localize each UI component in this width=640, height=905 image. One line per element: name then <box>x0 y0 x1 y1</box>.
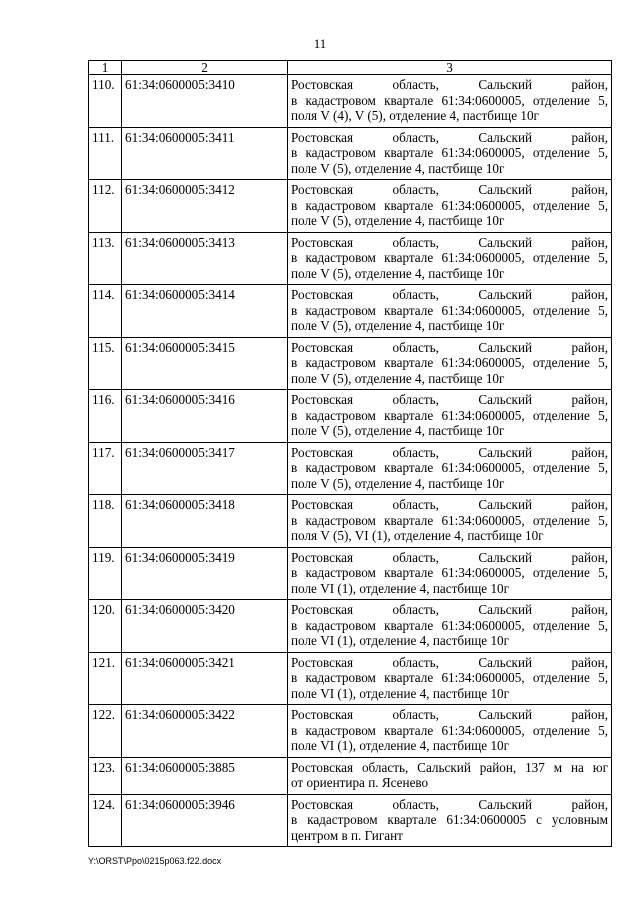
table-row <box>89 180 612 233</box>
address-cell <box>288 705 612 758</box>
address-cell <box>288 600 612 653</box>
table-row <box>89 547 612 600</box>
address-line: в кадастровом квартале 61:34:0600005, отделение 5, <box>291 460 608 475</box>
cadastral-number: 61:34:0600005:3885 <box>122 757 288 794</box>
row-number: 119. <box>89 547 122 600</box>
row-number: 122. <box>89 705 122 758</box>
address-line: поле VI (1), отделение 4, пастбище 10г <box>291 738 510 753</box>
cadastral-number: 61:34:0600005:3411 <box>122 127 288 180</box>
address-line: поле V (5), отделение 4, пастбище 10г <box>291 423 505 438</box>
address-line: Ростовская область, Сальский район, <box>291 602 608 617</box>
address-line: Ростовская область, Сальский район, <box>291 339 608 355</box>
row-number: 117. <box>89 442 122 495</box>
cadastral-number: 61:34:0600005:3410 <box>122 75 288 128</box>
address-line: Ростовская область, Сальский район, <box>291 77 608 92</box>
table-row <box>89 705 612 758</box>
column-header-1: 1 <box>89 61 122 75</box>
address-line: Ростовская область, Сальский район, <box>291 287 608 302</box>
table-body <box>89 75 612 847</box>
file-path-footer: Y:\ORST\Ppo\0215p063.f22.docx <box>88 856 222 866</box>
address-line: Ростовская область, Сальский район, <box>291 796 608 812</box>
address-cell <box>288 127 612 180</box>
cadastral-table <box>88 60 612 847</box>
cadastral-number: 61:34:0600005:3420 <box>122 600 288 653</box>
address-line: в кадастровом квартале 61:34:0600005, отделение 5, <box>291 670 608 685</box>
address-line: Ростовская область, Сальский район, <box>291 654 608 670</box>
address-line: в кадастровом квартале 61:34:0600005, отделение 5, <box>291 145 608 160</box>
address-cell <box>288 285 612 338</box>
address-cell <box>288 232 612 285</box>
row-number: 110. <box>89 75 122 128</box>
table-row <box>89 794 612 847</box>
page-number: 11 <box>313 36 327 51</box>
table-row <box>89 757 612 794</box>
row-number: 111. <box>89 127 122 180</box>
address-line: в кадастровом квартале 61:34:0600005, отделение 5, <box>291 565 608 580</box>
cadastral-number: 61:34:0600005:3412 <box>122 180 288 233</box>
address-line: поле V (5), отделение 4, пастбище 10г <box>291 370 505 386</box>
row-number: 113. <box>89 232 122 285</box>
cadastral-number: 61:34:0600005:3414 <box>122 285 288 338</box>
table-row <box>89 285 612 338</box>
address-line: поле V (5), отделение 4, пастбище 10г <box>291 265 505 281</box>
cadastral-number: 61:34:0600005:3416 <box>122 390 288 443</box>
address-line: в кадастровом квартале 61:34:0600005, отделение 5, <box>291 617 608 633</box>
address-line: в кадастровом квартале 61:34:0600005 с условным <box>291 812 608 827</box>
table-row <box>89 600 612 653</box>
table-row <box>89 495 612 548</box>
address-line: поля V (4), V (5), отделение 4, пастбище 10г <box>291 108 539 123</box>
address-line: в кадастровом квартале 61:34:0600005, отделение 5, <box>291 407 608 423</box>
table-row <box>89 232 612 285</box>
address-line: Ростовская область, Сальский район, <box>291 182 608 197</box>
cadastral-number: 61:34:0600005:3421 <box>122 652 288 705</box>
cadastral-number: 61:34:0600005:3417 <box>122 442 288 495</box>
table-header-row <box>89 61 612 75</box>
address-cell <box>288 757 612 794</box>
table-row <box>89 337 612 390</box>
row-number: 115. <box>89 337 122 390</box>
address-cell <box>288 75 612 128</box>
address-line: поле VI (1), отделение 4, пастбище 10г <box>291 685 510 701</box>
address-line: Ростовская область, Сальский район, <box>291 707 608 722</box>
column-header-2: 2 <box>122 61 288 75</box>
table-row <box>89 652 612 705</box>
address-line: в кадастровом квартале 61:34:0600005, отделение 5, <box>291 92 608 108</box>
address-line: поле VI (1), отделение 4, пастбище 10г <box>291 580 510 596</box>
row-number: 120. <box>89 600 122 653</box>
table-row <box>89 442 612 495</box>
address-line: в кадастровом квартале 61:34:0600005, отделение 5, <box>291 250 608 265</box>
cadastral-number: 61:34:0600005:3415 <box>122 337 288 390</box>
cadastral-number: 61:34:0600005:3413 <box>122 232 288 285</box>
address-line: поле V (5), отделение 4, пастбище 10г <box>291 213 505 228</box>
address-cell <box>288 337 612 390</box>
address-line: поле V (5), отделение 4, пастбище 10г <box>291 318 505 333</box>
address-cell <box>288 180 612 233</box>
address-line: центром в п. Гигант <box>291 827 403 843</box>
address-line: Ростовская область, Сальский район, <box>291 549 608 565</box>
address-cell <box>288 794 612 847</box>
address-line: поле V (5), отделение 4, пастбище 10г <box>291 160 505 176</box>
table-row <box>89 390 612 443</box>
address-line: Ростовская область, Сальский район, <box>291 234 608 250</box>
address-cell <box>288 547 612 600</box>
row-number: 123. <box>89 757 122 794</box>
address-cell <box>288 495 612 548</box>
address-cell <box>288 390 612 443</box>
row-number: 118. <box>89 495 122 548</box>
address-line: в кадастровом квартале 61:34:0600005, отделение 5, <box>291 512 608 528</box>
address-line: в кадастровом квартале 61:34:0600005, отделение 5, <box>291 355 608 370</box>
row-number: 124. <box>89 794 122 847</box>
address-line: от ориентира п. Ясенево <box>291 775 429 790</box>
address-line: в кадастровом квартале 61:34:0600005, отделение 5, <box>291 302 608 318</box>
table-row <box>89 75 612 128</box>
cadastral-number: 61:34:0600005:3946 <box>122 794 288 847</box>
cadastral-number: 61:34:0600005:3422 <box>122 705 288 758</box>
address-line: Ростовская область, Сальский район, 137 м на юг <box>291 759 608 775</box>
row-number: 116. <box>89 390 122 443</box>
row-number: 112. <box>89 180 122 233</box>
cadastral-number: 61:34:0600005:3418 <box>122 495 288 548</box>
address-line: Ростовская область, Сальский район, <box>291 129 608 145</box>
address-line: Ростовская область, Сальский район, <box>291 392 608 407</box>
row-number: 114. <box>89 285 122 338</box>
address-cell <box>288 652 612 705</box>
address-line: поля V (5), VI (1), отделение 4, пастбище 10г <box>291 528 544 543</box>
cadastral-number: 61:34:0600005:3419 <box>122 547 288 600</box>
address-line: Ростовская область, Сальский район, <box>291 497 608 512</box>
column-header-3: 3 <box>288 61 612 75</box>
row-number: 121. <box>89 652 122 705</box>
address-line: в кадастровом квартале 61:34:0600005, отделение 5, <box>291 722 608 738</box>
address-line: в кадастровом квартале 61:34:0600005, отделение 5, <box>291 197 608 213</box>
table-row <box>89 127 612 180</box>
address-line: поле V (5), отделение 4, пастбище 10г <box>291 475 505 491</box>
address-line: поле VI (1), отделение 4, пастбище 10г <box>291 633 510 648</box>
address-line: Ростовская область, Сальский район, <box>291 444 608 460</box>
address-cell <box>288 442 612 495</box>
